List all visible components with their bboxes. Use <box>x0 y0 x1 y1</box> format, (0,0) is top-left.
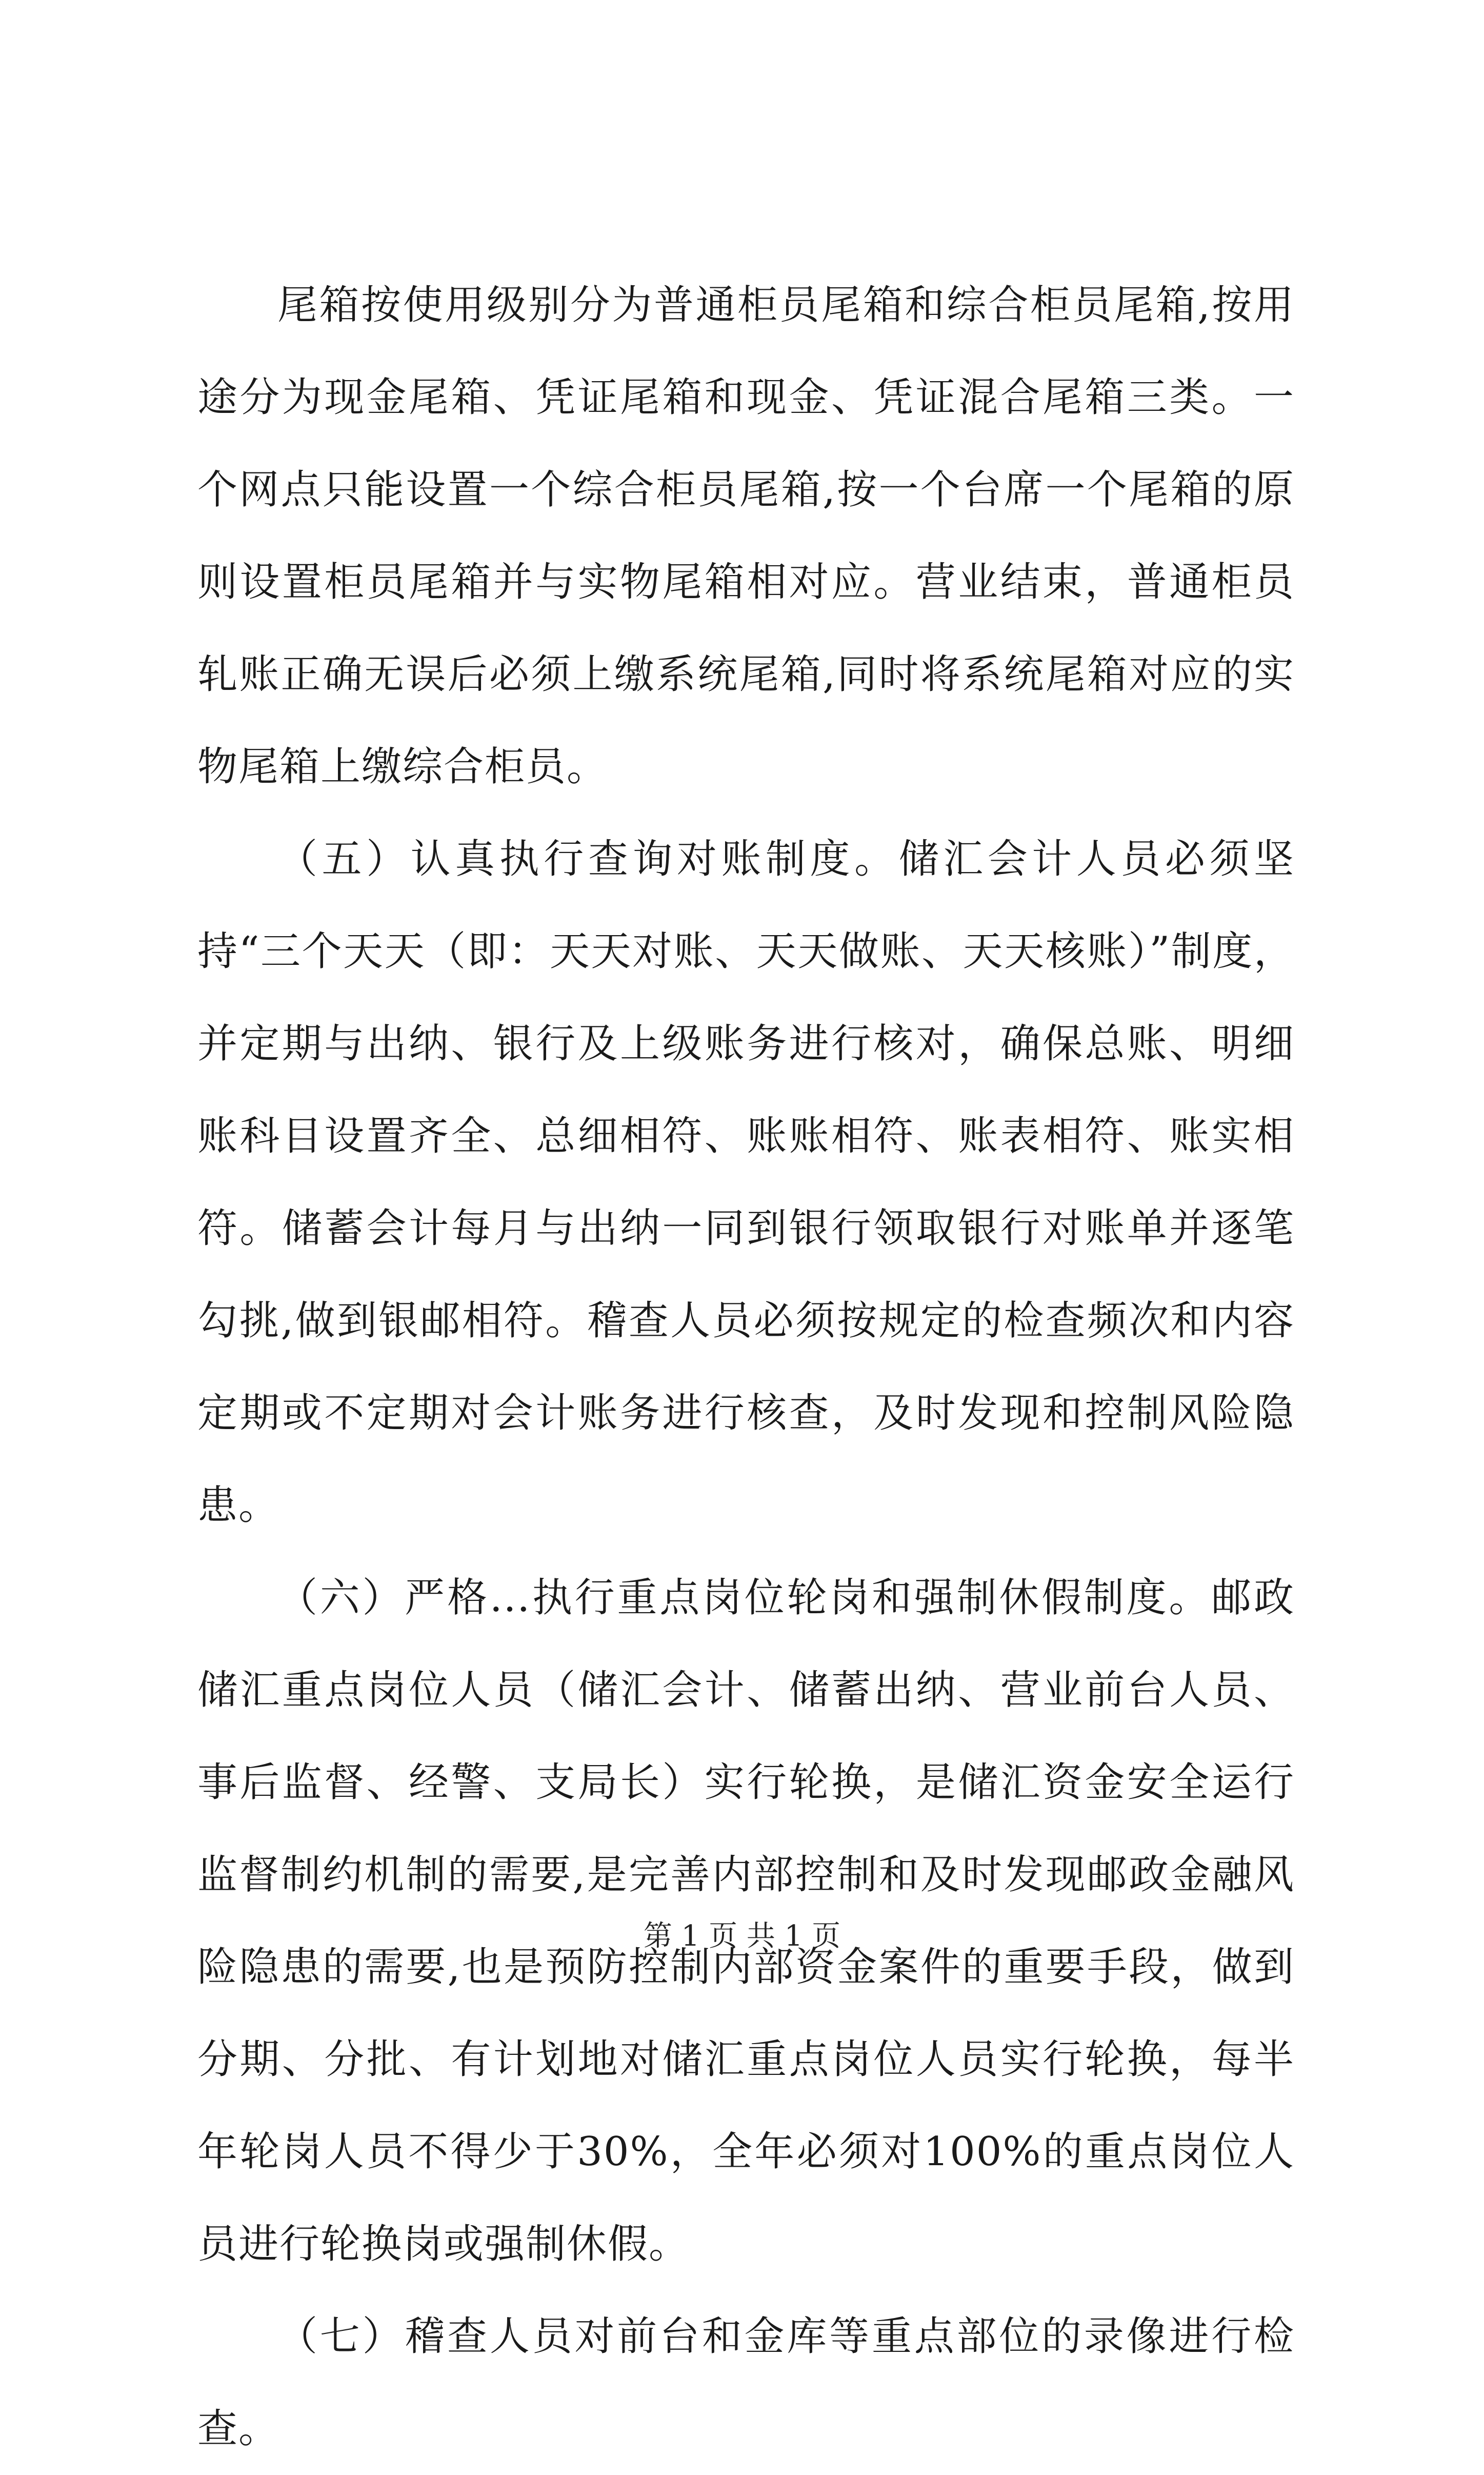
paragraph-video-inspection: （七）稽查人员对前台和金库等重点部位的录像进行检查。 <box>197 2313 1295 2452</box>
page-number-footer: 第 1 页 共 1 页 <box>643 1919 841 1953</box>
paragraph-job-rotation: （六）严格...执行重点岗位轮岗和强制休假制度。邮政储汇重点岗位人员（储汇会计、储蓄出纳、营业前台人员、事后监督、经警、支局长）实行轮换，是储汇资金安全运行监督制约机制的需要,是完善内部控制和及时发现邮政金融风险隐患的需要,也是预防控制内部资金案件的重要手段，做到分期、分批、有计划地对储汇重点岗位人员实行轮换，每半年轮岗人员不得少于30%，全年必须对100%的重点岗位人员进行轮换岗或强制休假。 <box>197 1575 1295 2267</box>
document-body <box>197 259 1295 2475</box>
paragraph-tail-box-rules: 尾箱按使用级别分为普通柜员尾箱和综合柜员尾箱,按用途分为现金尾箱、凭证尾箱和现金、凭证混合尾箱三类。一个网点只能设置一个综合柜员尾箱,按一个台席一个尾箱的原则设置柜员尾箱并与实物尾箱相对应。营业结束，普通柜员轧账正确无误后必须上缴系统尾箱,同时将系统尾箱对应的实物尾箱上缴综合柜员。 <box>197 282 1295 790</box>
paragraph-reconciliation-system: （五）认真执行查询对账制度。储汇会计人员必须坚持“三个天天（即：天天对账、天天做账、天天核账）”制度，并定期与出纳、银行及上级账务进行核对，确保总账、明细账科目设置齐全、总细相符、账账相符、账表相符、账实相符。储蓄会计每月与出纳一同到银行领取银行对账单并逐笔勾挑,做到银邮相符。稽查人员必须按规定的检查频次和内容定期或不定期对会计账务进行核查，及时发现和控制风险隐患。 <box>197 836 1295 1529</box>
